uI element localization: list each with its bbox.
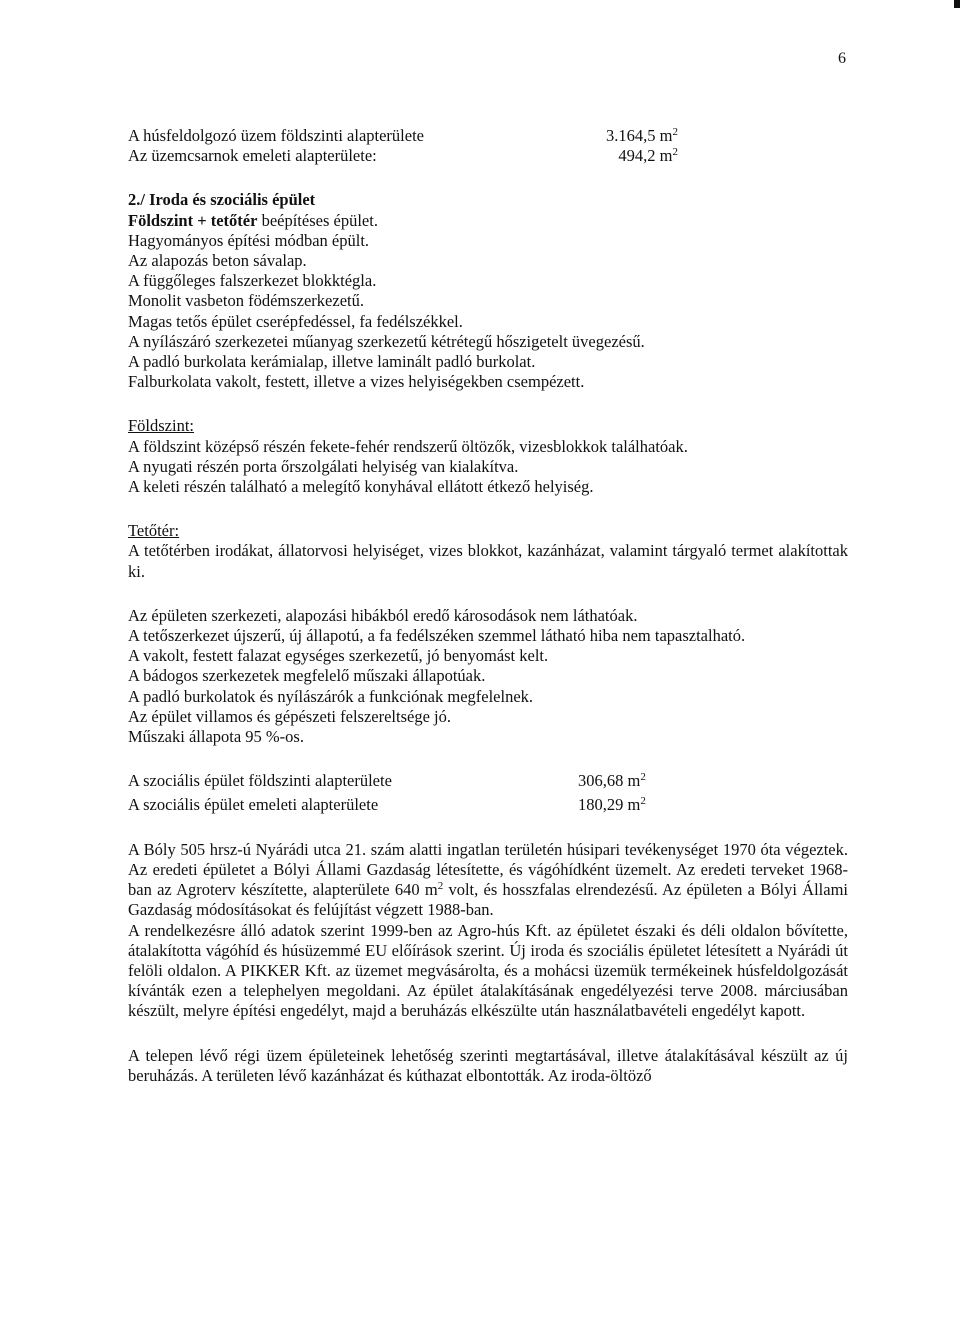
text-line: Falburkolata vakolt, festett, illetve a vizes helyiségekben csempézett. <box>128 372 585 392</box>
text-line: A vakolt, festett falazat egységes szerkezetű, jó benyomást kelt. <box>128 646 549 666</box>
area-label: Az üzemcsarnok emeleti alapterülete: <box>128 146 377 166</box>
paragraph: A tetőtérben irodákat, állatorvosi helyiséget, vizes blokkot, kazánházat, valamint tárgyaló termet alakítottak ki. <box>128 541 848 581</box>
text-line: A padló burkolatok és nyílászárók a funkciónak megfelelnek. <box>128 686 534 706</box>
area-row <box>128 146 848 166</box>
area-label: A szociális épület földszinti alapterülete <box>128 771 392 791</box>
text-line: A tetőszerkezet újszerű, új állapotú, a fa fedélszéken szemmel látható hiba nem tapasztalható. <box>128 626 746 646</box>
paragraph: A telepen lévő régi üzem épületeinek lehetőség szerinti megtartásával, illetve átalakításával készült az új beruházás. A területen lévő kazánházat és kúthazat elbontották. Az iroda-öltöző <box>128 1045 848 1085</box>
paragraph: A rendelkezésre álló adatok szerint 1999-ben az Agro-hús Kft. az épületet északi és déli oldalon bővítette, átalakította vágóhíd és húsüzemmé EU előírások szerint. Új iroda és szociális épületet létesített a Nyárádi út felöli oldalon. A PIKKER Kft. az üzemet megvásárolta, és a mohácsi üzemük termékeinek húsfeldolgozását kívánták ezen a telephelyen megoldani. Az épület átalakításának engedélyezési terve 2008. márciusában készült, melyre építési engedélyt, majd a beruházás elkészülte után használatbavételi engedélyt kapott. <box>128 920 848 1021</box>
text-line: Műszaki állapota 95 %-os. <box>128 727 304 747</box>
text-line: A padló burkolata kerámialap, illetve laminált padló burkolat. <box>128 352 536 372</box>
text-line: Az alapozás beton sávalap. <box>128 251 307 271</box>
text-line: A keleti részén található a melegítő konyhával ellátott étkező helyiség. <box>128 477 594 497</box>
area-row <box>128 771 848 791</box>
scan-corner-mark <box>954 0 960 8</box>
text-line: A nyugati részén porta őrszolgálati helyiség van kialakítva. <box>128 456 519 476</box>
area-value: 3.164,5 $m^2$ <box>606 126 678 145</box>
text-line: A függőleges falszerkezet blokktégla. <box>128 271 377 291</box>
text-line: Az épület villamos és gépészeti felszereltsége jó. <box>128 706 451 726</box>
text-line: Hagyományos építési módban épült. <box>128 230 370 250</box>
area-row <box>128 795 848 815</box>
text-line: A nyílászáró szerkezetei műanyag szerkezetű kétrétegű hőszigetelt üvegezésű. <box>128 331 645 351</box>
section-lead: Földszint + tetőtér beépítéses épület. <box>128 210 378 230</box>
page-number: 6 <box>838 50 846 67</box>
subsection-heading: Tetőtér: <box>128 521 180 541</box>
text-line: Az épületen szerkezeti, alapozási hibákból eredő károsodások nem láthatóak. <box>128 605 638 625</box>
text-line: Monolit vasbeton födémszerkezetű. <box>128 291 364 311</box>
section-heading: 2./ Iroda és szociális épület <box>128 190 316 210</box>
text-line: Magas tetős épület cserépfedéssel, fa fedélszékkel. <box>128 311 463 331</box>
text-line: A földszint középső részén fekete-fehér rendszerű öltözők, vizesblokkok találhatóak. <box>128 436 688 456</box>
paragraph: A Bóly 505 hrsz-ú Nyárádi utca 21. szám alatti ingatlan területén húsipari tevékenységet 1970 óta végeztek. Az eredeti épületet a Bólyi Állami Gazdaság létesítette, és vágóhídként üzemelt. Az eredeti terveket 1968-ban az Agroterv készítette, alapterülete 640 $m^2$ volt, és hosszfalas elrendezésű. Az épületen a Bólyi Állami Gazdaság módosításokat és felújítást végzett 1988-ban. <box>128 839 848 920</box>
area-row <box>128 126 848 146</box>
document-body <box>128 126 848 1086</box>
area-value: 306,68 $m^2$ <box>578 771 646 791</box>
area-value: 494,2 $m^2$ <box>618 146 678 166</box>
subsection-heading: Földszint: <box>128 416 195 436</box>
area-label: A szociális épület emeleti alapterülete <box>128 795 379 815</box>
area-label: A húsfeldolgozó üzem földszinti alapterülete <box>128 126 424 145</box>
text-line: A bádogos szerkezetek megfelelő műszaki állapotúak. <box>128 666 486 686</box>
area-value: 180,29 $m^2$ <box>578 795 646 815</box>
